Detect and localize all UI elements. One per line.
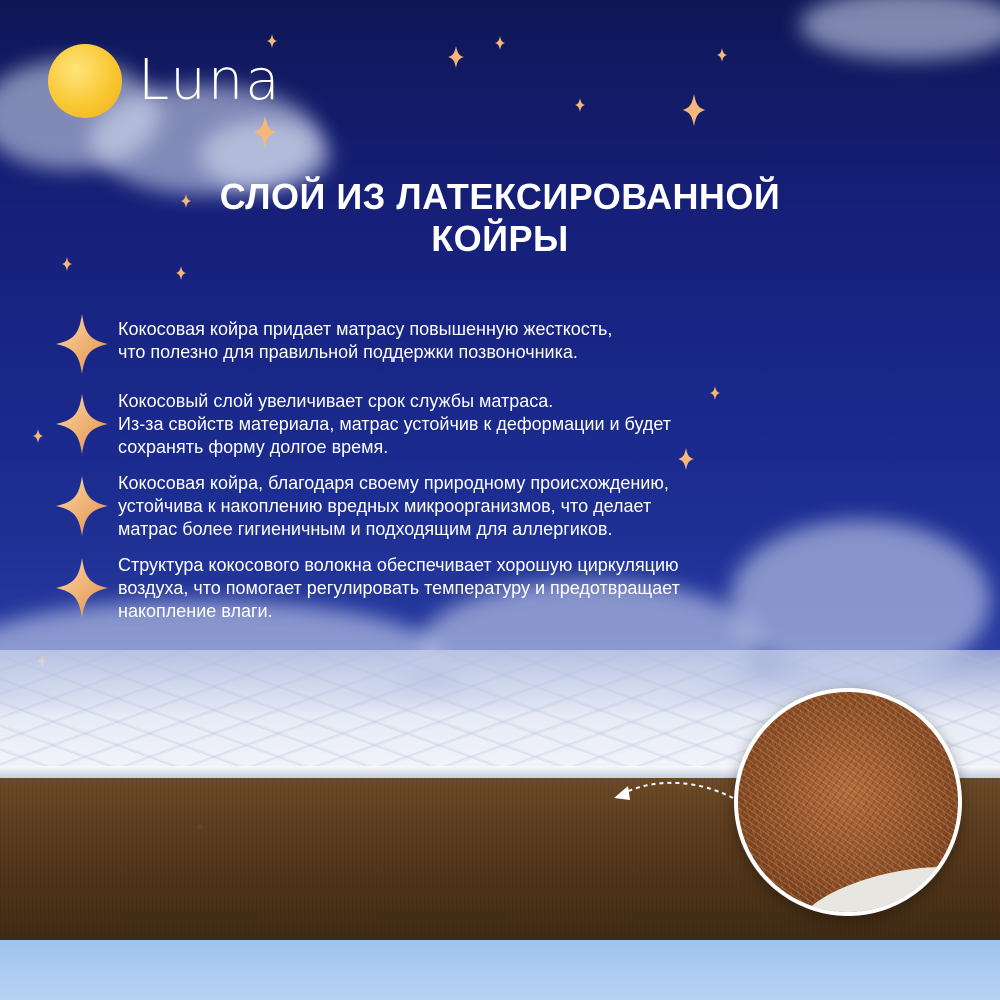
feature-line: Структура кокосового волокна обеспечивает хорошую циркуляцию — [118, 555, 679, 575]
feature-line: матрас более гигиеничным и подходящим для аллергиков. — [118, 519, 613, 539]
feature-line: накопление влаги. — [118, 601, 273, 621]
sparkle-star-icon — [56, 394, 108, 454]
star-icon — [181, 194, 191, 208]
feature-text — [118, 554, 680, 623]
sparkle-star-icon — [56, 476, 108, 536]
star-icon — [447, 46, 465, 68]
feature-item — [56, 318, 736, 374]
feature-text — [118, 390, 671, 459]
star-icon — [267, 34, 277, 48]
star-icon — [33, 429, 43, 443]
feature-line: Из-за свойств материала, матрас устойчив к деформации и будет — [118, 414, 672, 434]
brand-name: Luna — [138, 48, 282, 113]
feature-item — [56, 390, 736, 459]
feature-line: воздуха, что помогает регулировать температуру и предотвращает — [118, 578, 680, 598]
star-icon — [681, 94, 707, 126]
feature-line: Кокосовая койра придает матрасу повышенную жесткость, — [118, 319, 613, 339]
feature-item — [56, 472, 736, 541]
star-icon — [495, 36, 505, 50]
feature-item — [56, 554, 736, 623]
brand-logo — [48, 44, 282, 118]
star-icon — [717, 48, 727, 62]
feature-line: устойчива к накоплению вредных микроорганизмов, что делает — [118, 496, 652, 516]
feature-line: сохранять форму долгое время. — [118, 437, 389, 457]
star-icon — [575, 98, 585, 112]
feature-text — [118, 318, 612, 364]
feature-line: что полезно для правильной поддержки позвоночника. — [118, 342, 578, 362]
dashed-arrow-icon — [608, 770, 738, 810]
moon-icon — [48, 44, 122, 118]
page-title — [0, 176, 1000, 260]
cloud — [800, 0, 1000, 60]
title-line-2: КОЙРЫ — [431, 218, 569, 259]
closeup-backing — [793, 852, 962, 916]
sparkle-star-icon — [56, 558, 108, 618]
feature-line: Кокосовая койра, благодаря своему природному происхождению, — [118, 473, 669, 493]
star-icon — [252, 116, 278, 148]
title-line-1: СЛОЙ ИЗ ЛАТЕКСИРОВАННОЙ — [219, 176, 781, 217]
star-icon — [176, 266, 186, 280]
star-icon — [62, 257, 72, 271]
feature-line: Кокосовый слой увеличивает срок службы матраса. — [118, 391, 554, 411]
sparkle-star-icon — [56, 314, 108, 374]
feature-text — [118, 472, 669, 541]
base-layer — [0, 940, 1000, 1000]
coir-closeup-image — [734, 688, 962, 916]
